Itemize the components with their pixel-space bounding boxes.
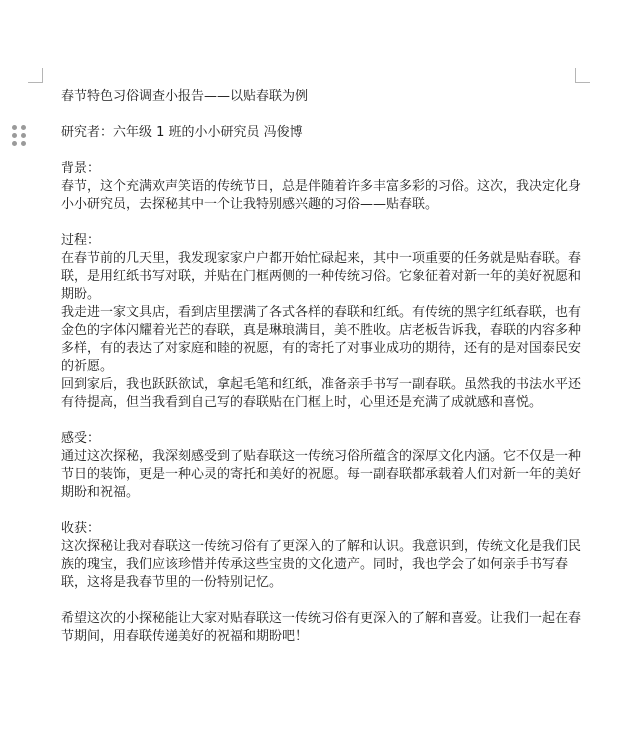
drag-handle-dot xyxy=(21,125,26,130)
gains-heading: 收获： xyxy=(61,521,101,536)
process-paragraph-2: 我走进一家文具店，看到店里摆满了各式各样的春联和红纸。有传统的黑字红纸春联，也有金色的字体闪耀着光芒的春联，真是琳琅满目，美不胜收。店老板告诉我，春联的内容多种多样，有的表达了对家庭和睦的祝愿，有的寄托了对事业成功的期待，还有的是对国泰民安的祈愿。 xyxy=(61,305,582,374)
process-paragraph-3: 回到家后，我也跃跃欲试，拿起毛笔和红纸，准备亲手书写一副春联。虽然我的书法水平还有待提高，但当我看到自己写的春联贴在门框上时，心里还是充满了成就感和喜悦。 xyxy=(61,377,582,410)
background-heading: 背景： xyxy=(61,161,101,176)
drag-handle-dot xyxy=(21,141,26,146)
process-heading: 过程： xyxy=(61,233,101,248)
process-paragraph-1: 在春节前的几天里，我发现家家户户都开始忙碌起来，其中一项重要的任务就是贴春联。春联，是用红纸书写对联，并贴在门框两侧的一种传统习俗。它象征着对新一年的美好祝愿和期盼。 xyxy=(61,251,582,302)
gains-paragraph: 这次探秘让我对春联这一传统习俗有了更深入的了解和认识。我意识到，传统文化是我们民族的瑰宝，我们应该珍惜并传承这些宝贵的文化遗产。同时，我也学会了如何亲手书写春联，这将是我春节里的一份特别记忆。 xyxy=(61,539,582,590)
page-corner-mark-left xyxy=(28,68,43,83)
drag-handle-dot xyxy=(12,133,17,138)
feelings-heading: 感受： xyxy=(61,431,101,446)
drag-handle-icon[interactable] xyxy=(12,125,28,147)
drag-handle-dot xyxy=(12,141,17,146)
blank-line xyxy=(61,502,581,520)
researcher-line: 研究者：六年级 1 班的小小研究员 冯俊博 xyxy=(61,125,303,140)
blank-line xyxy=(61,412,581,430)
background-paragraph: 春节，这个充满欢声笑语的传统节日，总是伴随着许多丰富多彩的习俗。这次，我决定化身小小研究员，去探秘其中一个让我特别感兴趣的习俗——贴春联。 xyxy=(61,179,582,212)
feelings-paragraph: 通过这次探秘，我深刻感受到了贴春联这一传统习俗所蕴含的深厚文化内涵。它不仅是一种节日的装饰，更是一种心灵的寄托和美好的祝愿。每一副春联都承载着人们对新一年的美好期盼和祝福。 xyxy=(61,449,582,500)
document-body[interactable] xyxy=(61,88,581,646)
blank-line xyxy=(61,214,581,232)
closing-paragraph: 希望这次的小探秘能让大家对贴春联这一传统习俗有更深入的了解和喜爱。让我们一起在春节期间，用春联传递美好的祝福和期盼吧！ xyxy=(61,611,582,644)
document-title: 春节特色习俗调查小报告——以贴春联为例 xyxy=(61,89,309,104)
blank-line xyxy=(61,106,581,124)
drag-handle-dot xyxy=(12,125,17,130)
blank-line xyxy=(61,142,581,160)
blank-line xyxy=(61,592,581,610)
page-corner-mark-right xyxy=(575,68,590,83)
drag-handle-dot xyxy=(21,133,26,138)
